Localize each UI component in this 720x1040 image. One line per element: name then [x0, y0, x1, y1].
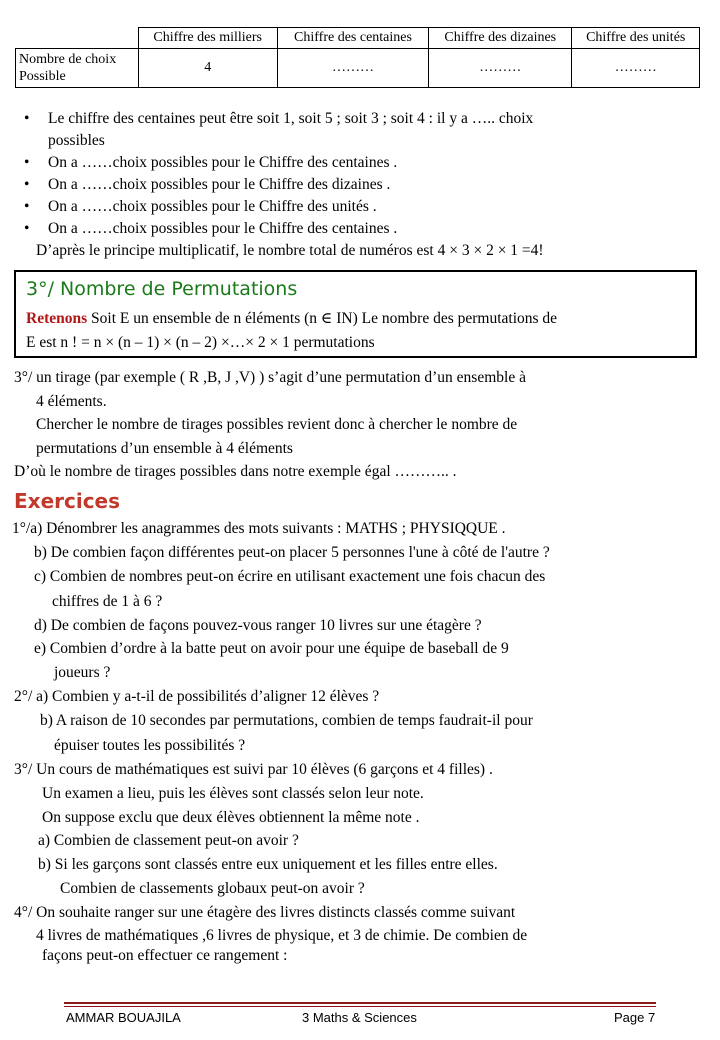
value-centaines: ………	[277, 49, 428, 88]
tirage-line5: D’où le nombre de tirages possibles dans notre exemple égal ……….. .	[14, 463, 457, 480]
exercise-line: b) Si les garçons sont classés entre eux uniquement et les filles entre elles.	[38, 856, 498, 873]
bullet-4: • On a ……choix possibles pour le Chiffre des unités .	[48, 198, 377, 216]
row-label-line2: Possible	[19, 69, 66, 84]
exercise-line: b) A raison de 10 secondes par permutations, combien de temps faudrait-il pour	[40, 712, 533, 729]
bullet-1-cont: possibles	[48, 132, 105, 149]
tirage-line3: Chercher le nombre de tirages possibles revient donc à chercher le nombre de	[36, 416, 518, 433]
exercise-line: façons peut-on effectuer ce rangement :	[42, 947, 288, 964]
bullet-2: • On a ……choix possibles pour le Chiffre des centaines .	[48, 154, 397, 172]
footer-author: AMMAR BOUAJILA	[66, 1010, 181, 1025]
header-dizaines: Chiffre des dizaines	[429, 28, 572, 49]
footer-page: Page 7	[614, 1010, 656, 1025]
exercise-line: 3°/ Un cours de mathématiques est suivi par 10 élèves (6 garçons et 4 filles) .	[14, 761, 493, 778]
box-line1	[26, 309, 557, 328]
box-line2: E est n ! = n × (n – 1) × (n – 2) ×…× 2 × 1 permutations	[26, 334, 375, 351]
tirage-line2: 4 éléments.	[36, 393, 107, 410]
header-unites: Chiffre des unités	[572, 28, 700, 49]
footer-rule	[64, 1002, 656, 1004]
exercise-line: c) Combien de nombres peut-on écrire en utilisant exactement une fois chacun des	[34, 568, 546, 585]
exercise-line: On suppose exclu que deux élèves obtiennent la même note .	[42, 809, 420, 826]
permutation-box	[14, 270, 697, 358]
exercise-line: épuiser toutes les possibilités ?	[54, 737, 246, 754]
exercise-line: 4°/ On souhaite ranger sur une étagère des livres distincts classés comme suivant	[14, 904, 516, 921]
exercise-line: Un examen a lieu, puis les élèves sont classés selon leur note.	[42, 785, 424, 802]
exercise-line: b) De combien façon différentes peut-on placer 5 personnes l'une à côté de l'autre ?	[34, 544, 550, 561]
bullet-1: • Le chiffre des centaines peut être soit 1, soit 5 ; soit 3 ; soit 4 : il y a ….. choix	[48, 110, 533, 128]
exercices-title: Exercices	[14, 489, 121, 513]
box-line1-text: Soit E un ensemble de n éléments (n ∈ IN) Le nombre des permutations de	[91, 310, 558, 327]
exercise-line: e) Combien d’ordre à la batte peut on avoir pour une équipe de baseball de 9	[34, 640, 509, 657]
exercise-line: joueurs ?	[54, 664, 111, 681]
exercise-line: 1°/a) Dénombrer les anagrammes des mots suivants : MATHS ; PHYSIQQUE .	[12, 520, 506, 537]
row-label-line1: Nombre de choix	[19, 52, 117, 67]
footer-rule-thin	[64, 1006, 656, 1007]
exercise-line: Combien de classements globaux peut-on avoir ?	[60, 880, 365, 897]
exercise-line: a) Combien de classement peut-on avoir ?	[38, 832, 299, 849]
table-corner	[16, 28, 139, 49]
header-centaines: Chiffre des centaines	[277, 28, 428, 49]
exercise-line: chiffres de 1 à 6 ?	[52, 593, 163, 610]
tirage-line1: 3°/ un tirage (par exemple ( R ,B, J ,V) ) s’agit d’une permutation d’un ensemble à	[14, 369, 526, 386]
principle-text: D’après le principe multiplicatif, le nombre total de numéros est 4 × 3 × 2 × 1 =4!	[36, 242, 544, 259]
exercise-line: d) De combien de façons pouvez-vous ranger 10 livres sur une étagère ?	[34, 617, 482, 634]
row-label	[16, 49, 139, 88]
retenons-label: Retenons	[26, 310, 88, 327]
footer-class: 3 Maths & Sciences	[302, 1010, 417, 1025]
value-dizaines: ………	[429, 49, 572, 88]
bullet-3: • On a ……choix possibles pour le Chiffre des dizaines .	[48, 176, 390, 194]
header-milliers: Chiffre des milliers	[138, 28, 277, 49]
value-unites: ………	[572, 49, 700, 88]
exercise-line: 4 livres de mathématiques ,6 livres de physique, et 3 de chimie. De combien de	[36, 927, 528, 944]
value-milliers: 4	[138, 49, 277, 88]
box-title: 3°/ Nombre de Permutations	[26, 278, 298, 300]
choice-table	[15, 27, 700, 88]
exercise-line: 2°/ a) Combien y a-t-il de possibilités d’aligner 12 élèves ?	[14, 688, 380, 705]
bullet-5: • On a ……choix possibles pour le Chiffre des centaines .	[48, 220, 397, 238]
tirage-line4: permutations d’un ensemble à 4 éléments	[36, 440, 293, 457]
